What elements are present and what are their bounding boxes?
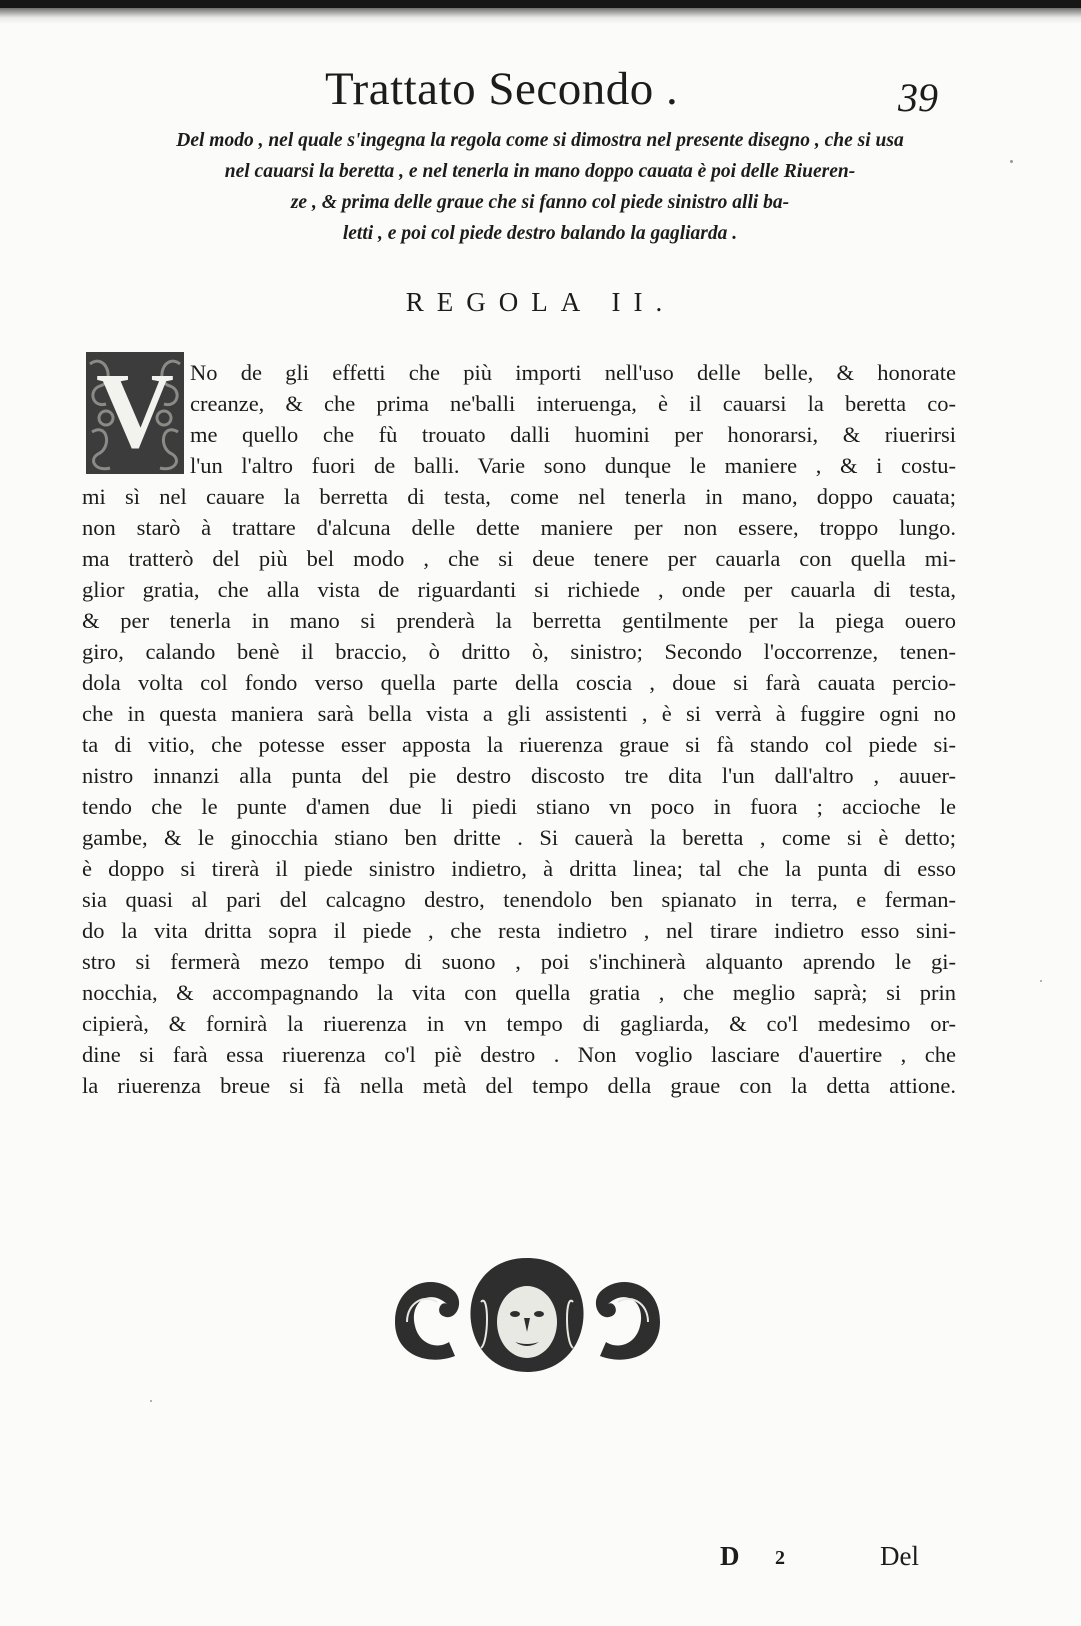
text-line: nistro innanzi alla punta del pie destro discosto tre dita l'un dall'altro , auuer- (82, 763, 956, 788)
text-line: tendo che le punte d'amen due li piedi stiano vn poco in fuora ; accioche le (82, 794, 956, 819)
signature-mark: D (720, 1541, 740, 1571)
mask-tailpiece-ornament-icon (385, 1252, 670, 1374)
text-line: do la vita dritta sopra il piede , che resta indietro , nel tirare indietro esso sini- (82, 918, 956, 943)
text-line: No de gli effetti che più importi nell'uso delle belle, & honorate (190, 360, 956, 385)
text-line: & per tenerla in mano si prenderà la berretta gentilmente per la piega ouero (82, 608, 956, 633)
text-line: stro si fermerà mezo tempo di suono , poi s'inchinerà alquanto aprendo le gi- (82, 949, 956, 974)
text-line: dine si farà essa riuerenza co'l piè destro . Non voglio lasciare d'auertire , che (82, 1042, 956, 1067)
rule-title: REGOLA II. (405, 287, 676, 317)
paper-speck (150, 1400, 152, 1402)
text-line: ma tratterò del più bel modo , che si deue tenere per cauarla con quella mi- (82, 546, 956, 571)
heading-line: letti , e poi col piede destro balando la gagliarda . (342, 223, 738, 244)
heading-line: nel cauarsi la beretta , e nel tenerla in mano doppo cauata è poi delle Riueren- (224, 161, 856, 182)
text-line: gambe, & le ginocchia stiano ben dritte . Si cauerà la beretta , come si è detto; (82, 825, 956, 850)
text-line: che in questa maniera sarà bella vista a gli assistenti , è si verrà à fuggire ogni no (82, 701, 956, 726)
text-line: giro, calando benè il braccio, ò dritto ò, sinistro; Secondo l'occorrenze, tenen- (82, 639, 956, 664)
paper-speck (1010, 160, 1013, 163)
chapter-heading (90, 125, 990, 249)
running-title: Trattato Secondo . (325, 63, 679, 115)
catchword: Del (880, 1541, 919, 1571)
text-line: è doppo si tirerà il piede sinistro indietro, à dritta linea; tal che la punta di esso (82, 856, 956, 881)
text-line: la riuerenza breue si fà nella metà del tempo della graue con la detta attione. (82, 1073, 956, 1098)
paper-speck (1040, 980, 1042, 982)
text-line: sia quasi al pari del calcagno destro, tenendolo ben spianato in terra, e ferman- (82, 887, 956, 912)
text-line: mi sì nel cauare la berretta di testa, come nel tenerla in mano, doppo cauata; (82, 484, 956, 509)
scan-shadow (0, 8, 1081, 24)
text-line: creanze, & che prima ne'balli interuenga, è il cauarsi la beretta co- (190, 391, 956, 416)
initial-letter: V (96, 352, 174, 471)
heading-line: ze , & prima delle graue che si fanno col piede sinistro alli ba- (290, 192, 790, 213)
heading-line: Del modo , nel quale s'ingegna la regola come si dimostra nel presente disegno , che si usa (176, 130, 904, 151)
text-line: cipierà, & fornirà la riuerenza in vn tempo di gagliarda, & co'l medesimo or- (82, 1011, 956, 1036)
text-line: nocchia, & accompagnando la vita con quella gratia , che meglio saprà; si prin (82, 980, 956, 1005)
text-line: ta di vitio, che potesse esser apposta la riuerenza graue si fà stando col piede si- (82, 732, 956, 757)
text-line: non starò à trattare d'alcuna delle dette maniere per non essere, troppo lungo. (82, 515, 956, 540)
text-line: me quello che fù trouato dalli huomini per honorarsi, & riuerirsi (190, 422, 956, 447)
scan-top-edge (0, 0, 1081, 8)
decorated-initial-icon (86, 352, 184, 474)
page-number: 39 (898, 75, 938, 120)
text-line: glior gratia, che alla vista de riguardanti si richiede , onde per cauarla di testa, (82, 577, 956, 602)
text-line: dola volta col fondo verso quella parte della coscia , doue si farà cauata percio- (82, 670, 956, 695)
signature-number: 2 (775, 1547, 785, 1569)
text-line: l'un l'altro fuori de balli. Varie sono dunque le maniere , & i costu- (190, 453, 956, 478)
